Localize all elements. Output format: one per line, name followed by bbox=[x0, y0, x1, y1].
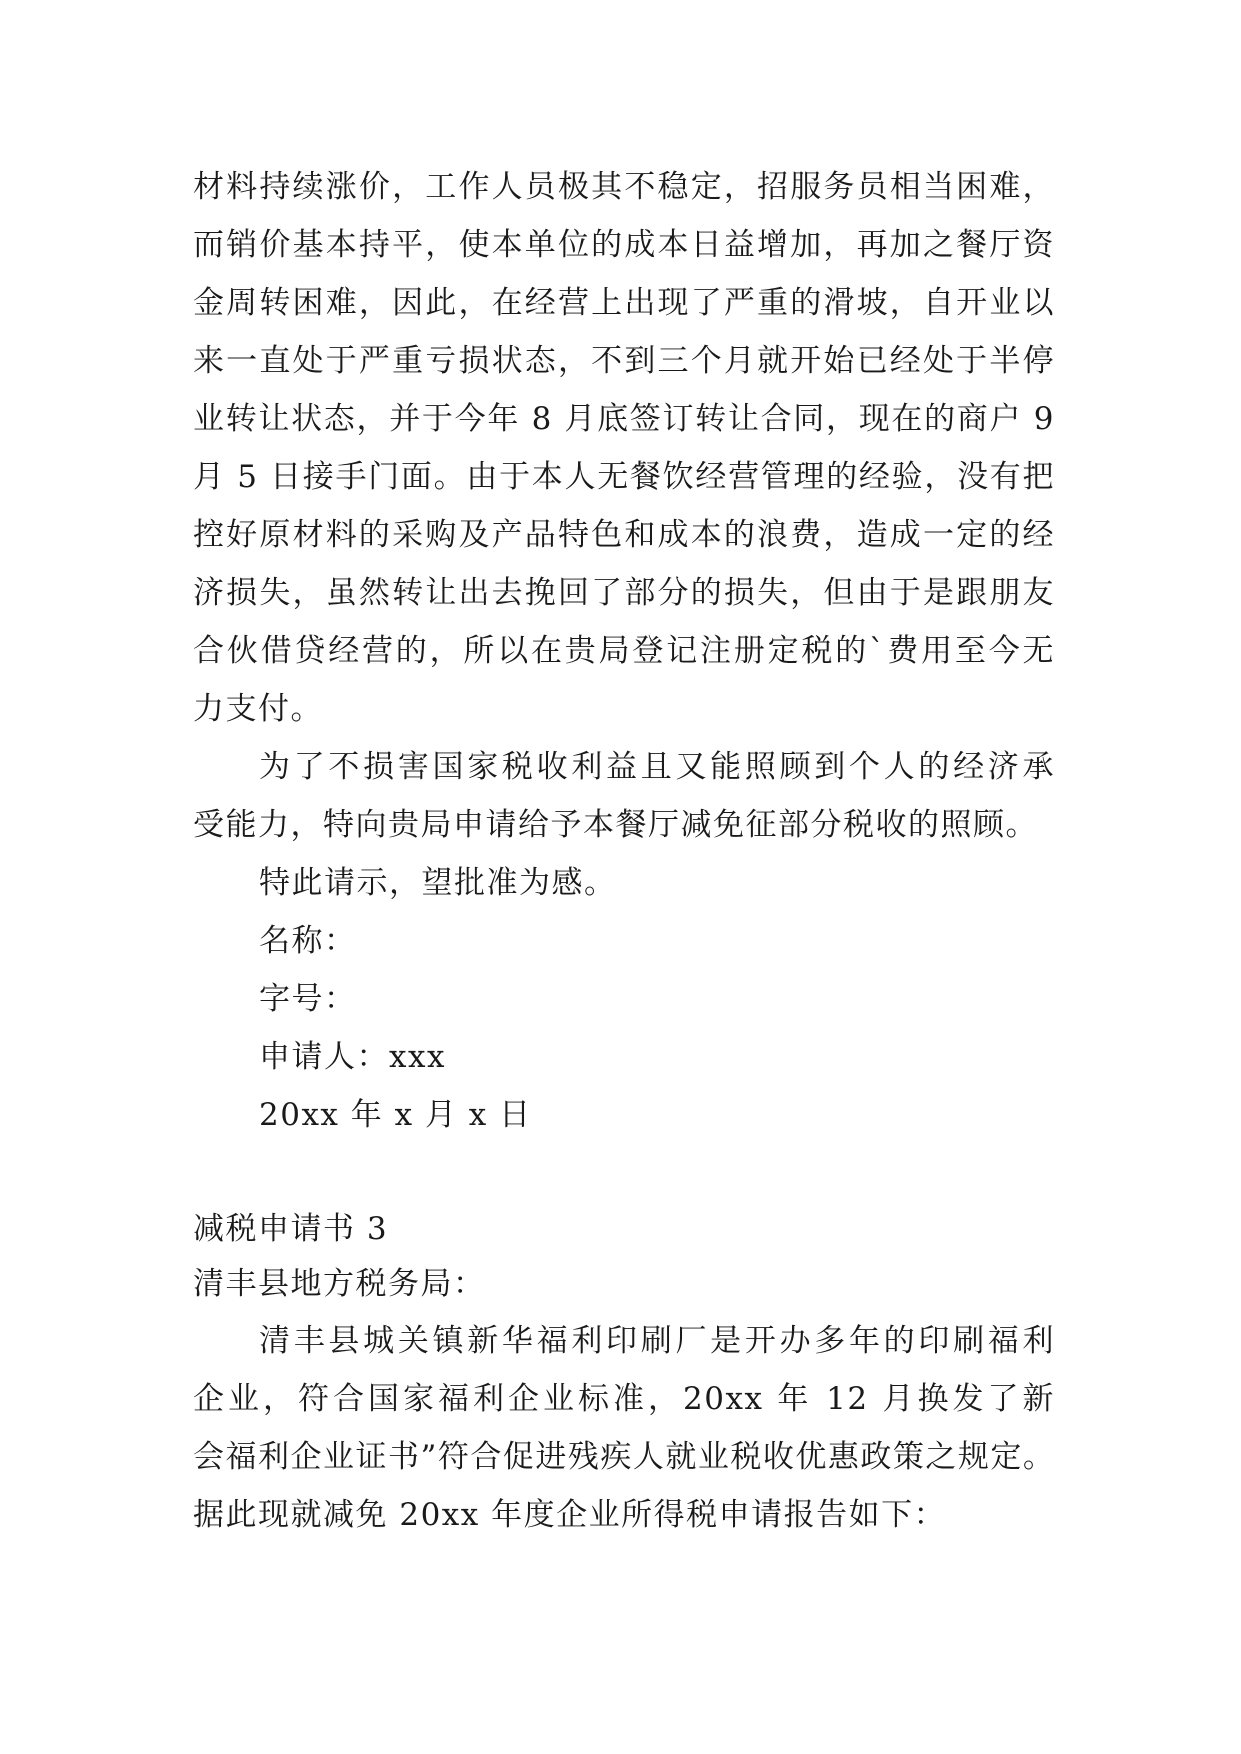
text-line: 为了不损害国家税收利益且又能照顾到个人的经济承 bbox=[259, 749, 1055, 785]
text-line: 来一直处于严重亏损状态，不到三个月就开始已经处于半停 bbox=[193, 343, 1055, 379]
applicant-line: 申请人：xxx bbox=[259, 1039, 446, 1075]
paragraph-business-difficulties bbox=[193, 158, 1055, 738]
text-line: 而销价基本持平，使本单位的成本日益增加，再加之餐厅资 bbox=[193, 227, 1055, 263]
text-line: 会福利企业证书”符合促进残疾人就业税收优惠政策之规定。 bbox=[193, 1439, 1056, 1475]
text-line: 金周转困难，因此，在经营上出现了严重的滑坡，自开业以 bbox=[193, 285, 1055, 321]
id-label: 字号： bbox=[259, 981, 357, 1017]
text-line: 企业，符合国家福利企业标准，20xx 年 12 月换发了新 bbox=[193, 1381, 1055, 1417]
text-line: 材料持续涨价，工作人员极其不稳定，招服务员相当困难， bbox=[193, 169, 1055, 205]
recipient-line: 清丰县地方税务局： bbox=[193, 1266, 486, 1302]
text-line: 力支付。 bbox=[193, 691, 323, 727]
name-label: 名称： bbox=[259, 923, 357, 959]
text-line: 受能力，特向贵局申请给予本餐厅减免征部分税收的照顾。 bbox=[193, 807, 1038, 843]
section-spacer bbox=[193, 1144, 1055, 1202]
paragraph-tax-request bbox=[193, 738, 1055, 854]
text-line: 业转让状态，并于今年 8 月底签订转让合同，现在的商户 9 bbox=[193, 401, 1055, 437]
text-line: 清丰县城关镇新华福利印刷厂是开办多年的印刷福利 bbox=[259, 1323, 1055, 1359]
text-line: 据此现就减免 20xx 年度企业所得税申请报告如下： bbox=[193, 1497, 947, 1533]
paragraph-welfare-enterprise bbox=[193, 1312, 1055, 1544]
closing-remark: 特此请示，望批准为感。 bbox=[259, 865, 617, 901]
document-page bbox=[193, 158, 1055, 1544]
text-line: 合伙借贷经营的，所以在贵局登记注册定税的`费用至今无 bbox=[193, 633, 1055, 669]
section-title: 减税申请书 3 bbox=[193, 1211, 389, 1247]
text-line: 月 5 日接手门面。由于本人无餐饮经营管理的经验，没有把 bbox=[193, 459, 1055, 495]
text-line: 控好原材料的采购及产品特色和成本的浪费，造成一定的经 bbox=[193, 517, 1055, 553]
text-line: 济损失，虽然转让出去挽回了部分的损失，但由于是跟朋友 bbox=[193, 575, 1055, 611]
date-line: 20xx 年 x 月 x 日 bbox=[259, 1097, 532, 1133]
